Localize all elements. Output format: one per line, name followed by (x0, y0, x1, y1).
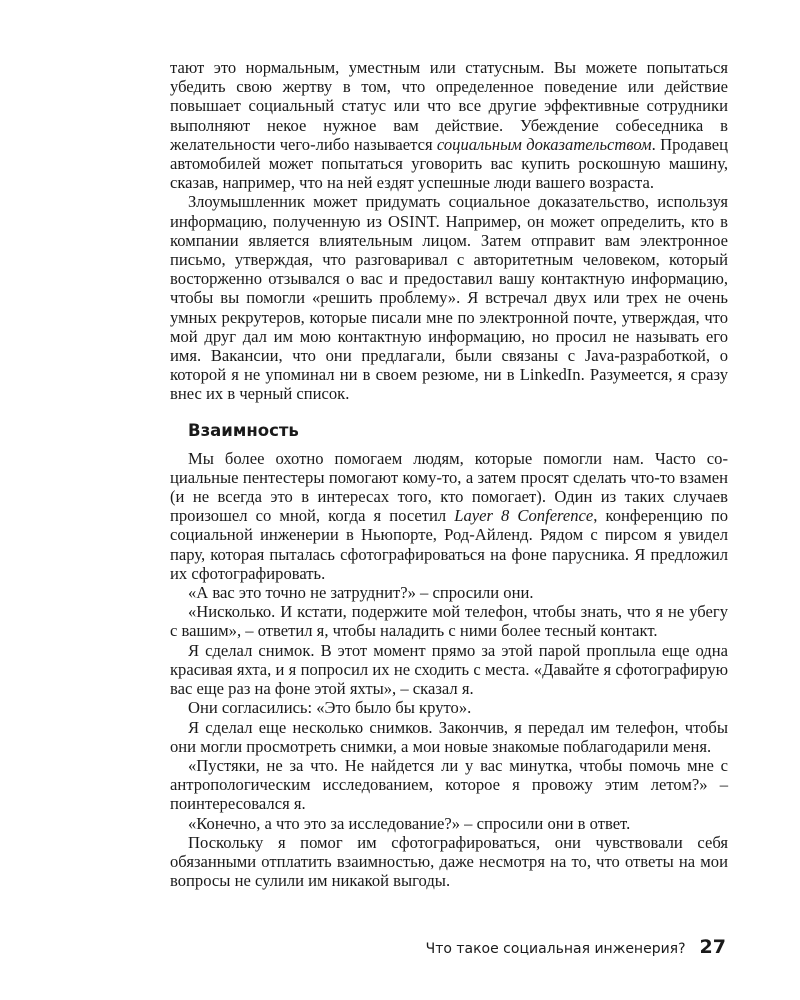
paragraph (170, 718, 728, 756)
text-run: Злоумышленник может придумать социальное доказательство, используя информацию, полученную из OSINT. Например, он может определить, кто в компании является влиятельным лицом. Затем отправит вам электронное письмо, утверждая, что разговаривал с авторитетным человеком, который восторженно отзывался о вас и предоставил вашу контактную информацию, чтобы вы помогли «решить проблему». Я встречал двух или трех не очень умных рекрутеров, которые писали мне по электронной почте, утверждая, что мой друг дал им мою контактную информацию, но просил не называть его имя. Вакансии, что они предлагали, были связаны с Java-разработкой, о которой я не упоминал ни в своем резюме, ни в LinkedIn. Разумеется, я сразу внес их в черный список. (170, 192, 728, 404)
paragraph (170, 449, 728, 583)
paragraph (170, 833, 728, 891)
text-run: . Продавец автомобилей может попытаться уговорить вас купить роскошную машину, сказав, например, что на ней ездят успешные люди вашего возраста. (170, 134, 728, 193)
italic-term: Layer 8 Conference (454, 506, 594, 526)
text-run: Я сделал снимок. В этот момент прямо за этой парой проплыла еще одна красивая яхта, и я попросил их не сходить с места. «Давайте я сфотографирую вас еще раз на фоне этой яхты», – сказал я. (170, 640, 728, 699)
page-number: 27 (699, 936, 726, 958)
paragraph (170, 698, 728, 717)
section-reciprocity (170, 449, 728, 891)
italic-term: социальным доказательством (436, 134, 652, 154)
text-run: Я сделал еще несколько снимков. Закончив, я передал им телефон, чтобы они могли просмотреть снимки, а мои новые знакомые поблагодарили меня. (170, 717, 728, 756)
paragraph (170, 814, 728, 833)
section-social-proof (170, 58, 728, 404)
text-run: Поскольку я помог им сфотографироваться, они чувствовали себя обязанными отплатить взаимностью, даже несмотря на то, что ответы на мои вопросы не сулили им никакой выгоды. (170, 832, 728, 891)
running-title: Что такое социальная инженерия? (425, 941, 686, 957)
text-run: Они согласились: «Это было бы круто». (188, 698, 472, 718)
text-run: «Конечно, а что это за исследование?» – спросили они в ответ. (188, 813, 631, 833)
text-run: «Пустяки, не за что. Не найдется ли у вас минутка, чтобы помочь мне с антропологическим исследованием, которое я провожу этим летом?» – поинтересовался я. (170, 755, 728, 814)
paragraph (170, 602, 728, 640)
text-run: «Нисколько. И кстати, подержите мой телефон, чтобы знать, что я не убегу с вашим», – ответил я, чтобы наладить с ними более тесный контакт. (170, 602, 728, 641)
text-run: Мы более охотно помогаем людям, которые помогли нам. Часто социальные пентестеры помогают кому-то, а затем просят сделать что-то взамен (и не всегда это в интересах того, кто помогает). Один из таких случаев произошел со мной, когда я посетил (170, 448, 728, 526)
paragraph (170, 58, 728, 192)
paragraph (170, 756, 728, 814)
section-heading: Взаимность (188, 420, 299, 440)
text-run: тают это нормальным, уместным или статусным. Вы можете попытаться убедить свою жертву в том, что определенное поведение или действие повышает социальный статус или что все другие эффективные сотрудники выполняют некое нужное вам действие. Убеждение собеседника в желательности чего-либо называется (170, 58, 728, 154)
paragraph (170, 641, 728, 699)
page-footer (426, 936, 726, 958)
text-run: «А вас это точно не затруднит?» – спросили они. (188, 583, 534, 603)
paragraph (170, 583, 728, 602)
paragraph (170, 192, 728, 403)
text-run: , конференцию по социальной инженерии в Ньюпорте, Род-Айленд. Рядом с пирсом я увидел пару, которая пыталась сфотографироваться на фоне парусника. Я предложил их сфотографировать. (170, 506, 728, 583)
page-body (170, 58, 728, 890)
